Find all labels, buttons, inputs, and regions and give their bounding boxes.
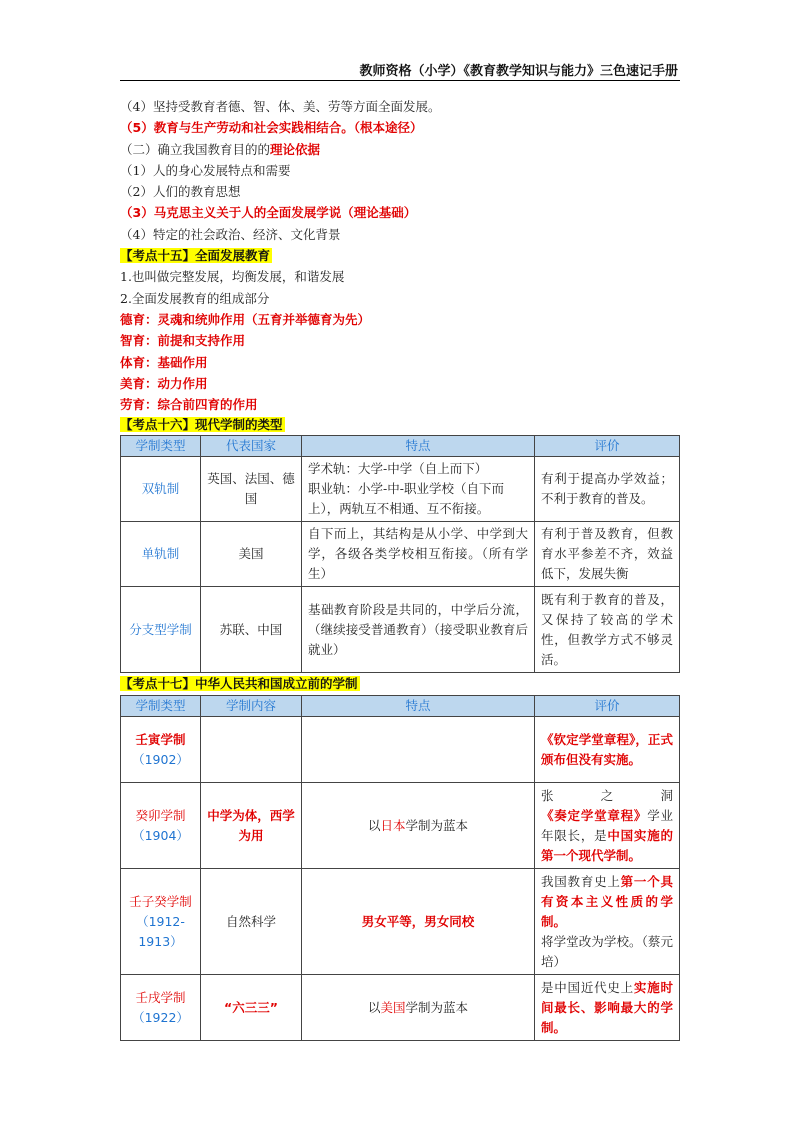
cell-type xyxy=(121,717,201,783)
list-item-red: 德育：灵魂和统帅作用（五育并举德育为先） xyxy=(120,311,371,327)
text-segment-red: 第一个具有资本主义性质的学制。 xyxy=(541,873,673,929)
cell-type xyxy=(121,975,201,1041)
cell-feature: 男女平等，男女同校 xyxy=(302,869,535,975)
table-row xyxy=(121,717,680,783)
text-segment: 以 xyxy=(367,817,381,833)
table-row xyxy=(121,457,680,522)
cell-eval xyxy=(535,783,680,869)
cell-eval: 《钦定学堂章程》，正式颁布但没有实施。 xyxy=(535,717,680,783)
type-name: 癸卯学制 xyxy=(135,807,186,823)
table-row xyxy=(121,783,680,869)
table-row xyxy=(121,587,680,673)
text-line-highlight: （5）教育与生产劳动和社会实践相结合。（根本途径） xyxy=(120,120,423,136)
text-segment-red: 《奏定学堂章程》 xyxy=(541,807,648,823)
table-header: 代表国家 xyxy=(201,436,302,457)
text-line: （2）人们的教育思想 xyxy=(120,184,241,200)
section-heading xyxy=(120,415,680,435)
feature-line: 学术轨：大学-中学（自上而下） xyxy=(308,461,488,477)
text-line-highlight: （3）马克思主义关于人的全面发展学说（理论基础） xyxy=(120,205,417,221)
cell-eval: 有利于提高办学效益；不利于教育的普及。 xyxy=(535,457,680,522)
cell-country: 英国、法国、德国 xyxy=(201,457,302,522)
cell-type: 分支型学制 xyxy=(121,587,201,673)
table-header: 特点 xyxy=(302,436,535,457)
table-row xyxy=(121,975,680,1041)
text-line xyxy=(120,139,680,160)
type-year: （1904） xyxy=(132,827,189,843)
type-year: （1912-1913） xyxy=(136,913,185,949)
feature-line: 职业轨：小学-中-职业学校（自下而上），两轨互不相通、互不衔接。 xyxy=(308,481,504,517)
text-segment: （二）确立我国教育目的的 xyxy=(120,141,271,157)
header-rule xyxy=(120,80,680,81)
cell-feature: 基础教育阶段是共同的，中学后分流，（继续接受普通教育）（接受职业教育后就业） xyxy=(302,587,535,673)
section-title: 【考点十七】中华人民共和国成立前的学制 xyxy=(120,676,358,692)
text-line: （1）人的身心发展特点和需要 xyxy=(120,162,291,178)
text-segment: 学制为蓝本 xyxy=(405,817,469,833)
table-header-row xyxy=(121,696,680,717)
cell-type: 单轨制 xyxy=(121,522,201,587)
cell-content: 中学为体，西学为用 xyxy=(201,783,302,869)
section-title: 【考点十六】现代学制的类型 xyxy=(120,417,283,433)
text-line: （4）特定的社会政治、经济、文化背景 xyxy=(120,226,341,242)
page-header: 教师资格（小学）《教育教学知识与能力》三色速记手册 xyxy=(359,64,678,79)
text-segment-red: 实施时间最长、影响最大的学制。 xyxy=(541,979,673,1035)
text-segment: 我国教育史上 xyxy=(541,873,621,889)
school-system-types-table xyxy=(120,435,680,673)
page-content xyxy=(120,96,680,1041)
list-item-red: 美育：动力作用 xyxy=(120,375,208,391)
cell-feature xyxy=(302,975,535,1041)
pre-1949-school-systems-table xyxy=(120,695,680,1041)
cell-country: 苏联、中国 xyxy=(201,587,302,673)
type-name: 壬戌学制 xyxy=(135,989,186,1005)
table-header: 学制类型 xyxy=(121,696,201,717)
section-heading xyxy=(120,245,680,266)
cell-content xyxy=(201,717,302,783)
text-segment-red: 中国实施的第一个现代学制。 xyxy=(541,827,673,863)
section-title: 【考点十五】全面发展教育 xyxy=(120,248,271,264)
cell-country: 美国 xyxy=(201,522,302,587)
table-row xyxy=(121,522,680,587)
cell-type: 双轨制 xyxy=(121,457,201,522)
cell-eval xyxy=(535,975,680,1041)
table-header: 学制内容 xyxy=(201,696,302,717)
cell-eval: 既有利于教育的普及，又保持了较高的学术性，但教学方式不够灵活。 xyxy=(535,587,680,673)
table-header: 评价 xyxy=(535,436,680,457)
text-segment: 张之洞 xyxy=(541,787,673,803)
list-item-red: 智育：前提和支持作用 xyxy=(120,333,246,349)
text-segment-red: 日本 xyxy=(380,817,406,833)
cell-content: “六三三” xyxy=(201,975,302,1041)
text-segment: 学业年限长，是 xyxy=(541,807,673,843)
cell-type xyxy=(121,869,201,975)
cell-feature xyxy=(302,717,535,783)
table-header: 学制类型 xyxy=(121,436,201,457)
text-segment-red: 理论依据 xyxy=(270,141,321,157)
text-segment: 是中国近代史上 xyxy=(541,979,634,995)
section-heading xyxy=(120,673,680,695)
list-item-red: 体育：基础作用 xyxy=(120,354,208,370)
type-name: 壬子癸学制 xyxy=(129,893,192,909)
table-header: 评价 xyxy=(535,696,680,717)
list-item: 1.也叫做完整发展，均衡发展，和谐发展 xyxy=(120,269,345,285)
cell-type xyxy=(121,783,201,869)
text-segment: 以 xyxy=(367,999,381,1015)
cell-feature: 自下而上，其结构是从小学、中学到大学，各级各类学校相互衔接。（所有学生） xyxy=(302,522,535,587)
table-header: 特点 xyxy=(302,696,535,717)
list-item: 2.全面发展教育的组成部分 xyxy=(120,290,270,306)
cell-eval xyxy=(535,869,680,975)
cell-content: 自然科学 xyxy=(201,869,302,975)
table-row xyxy=(121,869,680,975)
type-year: （1922） xyxy=(132,1009,189,1025)
text-line: （4）坚持受教育者德、智、体、美、劳等方面全面发展。 xyxy=(120,99,441,114)
text-segment: 学制为蓝本 xyxy=(405,999,469,1015)
table-header-row xyxy=(121,436,680,457)
cell-eval: 有利于普及教育，但教育水平参差不齐，效益低下，发展失衡 xyxy=(535,522,680,587)
text-segment-red: 美国 xyxy=(380,999,406,1015)
type-name: 壬寅学制 xyxy=(135,731,186,747)
cell-feature xyxy=(302,457,535,522)
type-year: （1902） xyxy=(132,751,189,767)
text-segment: 将学堂改为学校。（蔡元培） xyxy=(541,933,673,969)
cell-feature xyxy=(302,783,535,869)
list-item-red: 劳育：综合前四育的作用 xyxy=(120,397,258,413)
